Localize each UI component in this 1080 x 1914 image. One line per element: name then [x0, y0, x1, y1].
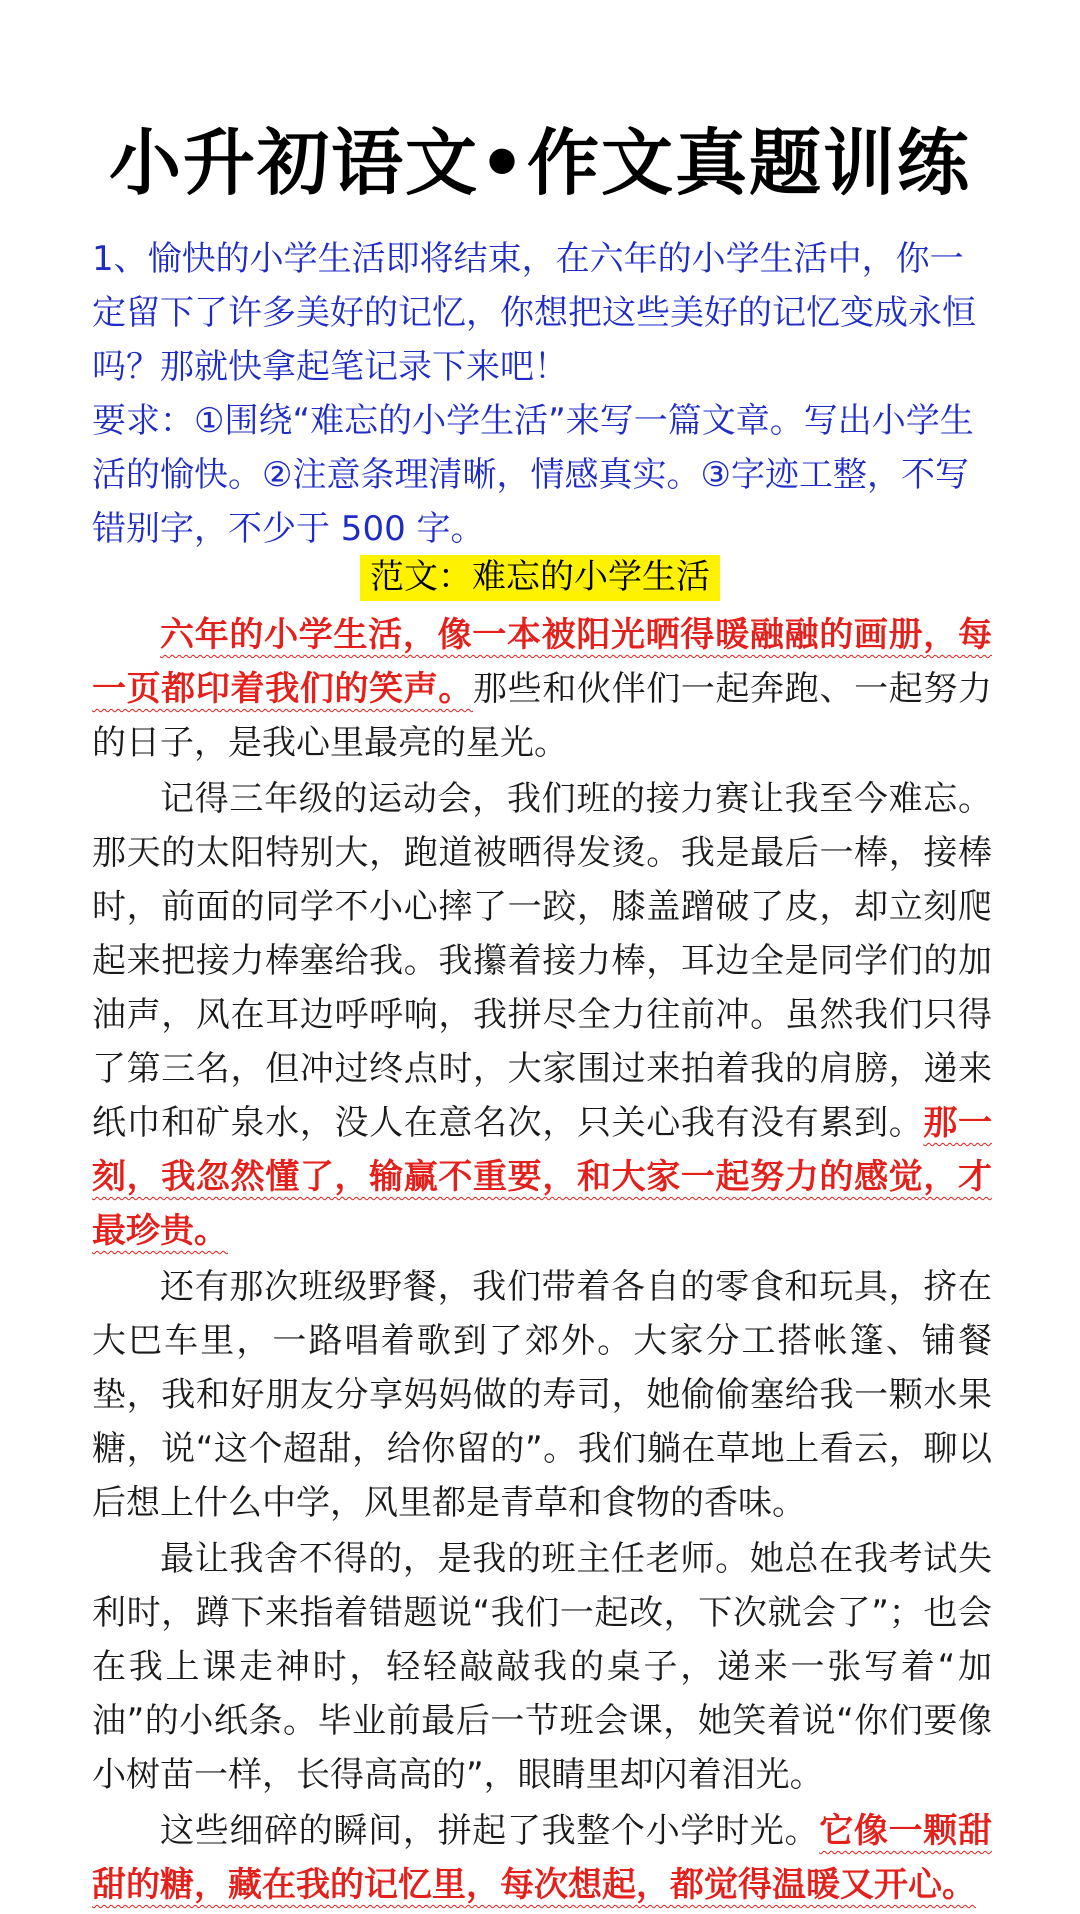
sample-essay: [92, 608, 992, 1914]
prompt-requirements: 要求：①围绕“难忘的小学生活”来写一篇文章。写出小学生活的愉快。②注意条理清晰，情感真实。③字迹工整，不写错别字，不少于 500 字。: [92, 401, 974, 549]
essay-paragraph: [92, 1260, 992, 1530]
essay-highlight: 它像一颗甜甜的糖，藏在我的记忆里，每次想起，都觉得温暖又开心。: [92, 1811, 993, 1905]
essay-paragraph: [92, 1532, 992, 1802]
sample-essay-heading: [0, 554, 1080, 600]
essay-text: 那些和伙伴们一起奔跑、一起努力的日子，是我心里最亮的星光。: [92, 669, 993, 763]
essay-text: 还有那次班级野餐，我们带着各自的零食和玩具，挤在大巴车里，一路唱着歌到了郊外。大家分工搭帐篷、铺餐垫，我和好朋友分享妈妈做的寿司，她偷偷塞给我一颗水果糖，说“这个超甜，给你留的”。我们躺在草地上看云，聊以后想上什么中学，风里都是青草和食物的香味。: [92, 1267, 992, 1523]
essay-text: 最让我舍不得的，是我的班主任老师。她总在我考试失利时，蹲下来指着错题说“我们一起改，下次就会了”；也会在我上课走神时，轻轻敲敲我的桌子，递来一张写着“加油”的小纸条。毕业前最后一节班会课，她笑着说“你们要像小树苗一样，长得高高的”，眼睛里却闪着泪光。: [92, 1539, 992, 1795]
essay-paragraph: [92, 772, 992, 1258]
essay-paragraph: [92, 1804, 992, 1912]
page-title: 小升初语文•作文真题训练: [108, 121, 972, 205]
essay-paragraph: [92, 608, 992, 770]
essay-text: 记得三年级的运动会，我们班的接力赛让我至今难忘。那天的太阳特别大，跑道被晒得发烫。我是最后一棒，接棒时，前面的同学不小心摔了一跤，膝盖蹭破了皮，却立刻爬起来把接力棒塞给我。我攥着接力棒，耳边全是同学们的加油声，风在耳边呼呼响，我拼尽全力往前冲。虽然我们只得了第三名，但冲过终点时，大家围过来拍着我的肩膀，递来纸巾和矿泉水，没人在意名次，只关心我有没有累到。: [92, 779, 992, 1143]
essay-text: 这些细碎的瞬间，拼起了我整个小学时光。: [160, 1811, 820, 1851]
essay-highlight: 那一刻，我忽然懂了，输赢不重要，和大家一起努力的感觉，才最珍贵。: [92, 1103, 992, 1251]
essay-highlight: 六年的小学生活，像一本被阳光晒得暖融融的画册，每一页都印着我们的笑声。: [92, 615, 992, 709]
prompt-question: 1、愉快的小学生活即将结束，在六年的小学生活中，你一定留下了许多美好的记忆，你想把这些美好的记忆变成永恒吗？那就快拿起笔记录下来吧！: [92, 239, 976, 387]
writing-prompt: [92, 232, 992, 556]
sample-essay-heading-label: 范文：难忘的小学生活: [360, 555, 720, 601]
